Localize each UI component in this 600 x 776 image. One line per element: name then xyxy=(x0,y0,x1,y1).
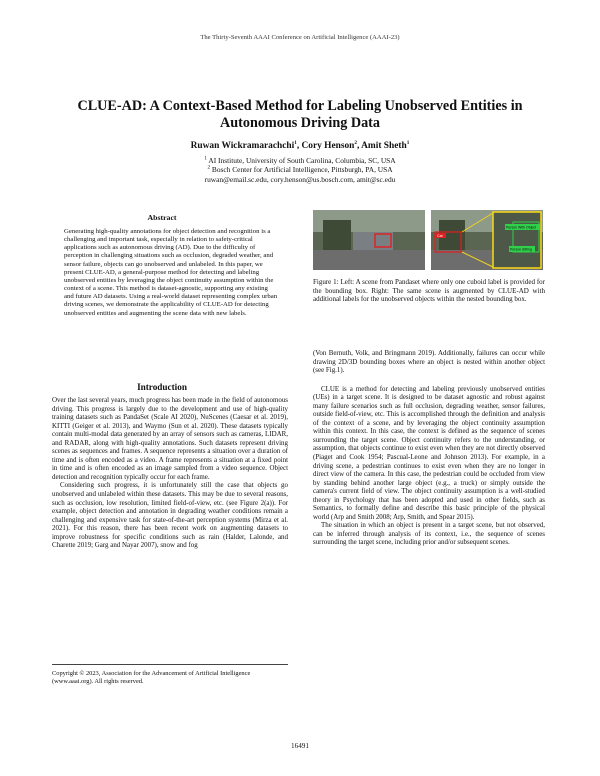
conference-header: The Thirty-Seventh AAAI Conference on Artificial Intelligence (AAAI-23) xyxy=(200,34,400,41)
figure-1-caption: Figure 1: Left: A scene from Pandaset where only one cuboid label is provided for the bounding box. Right: The same scene is augmented by CLUE-AD with additional labels for the unobserved objects within the nested bounding box. xyxy=(313,278,545,304)
introduction-body xyxy=(52,396,288,550)
author-name: Amit Sheth xyxy=(361,141,407,151)
author-sep: , xyxy=(296,141,302,151)
right-column-body xyxy=(313,349,545,547)
author-name: Ruwan Wickramarachchi xyxy=(190,141,295,151)
abstract-body: Generating high-quality annotations for object detection and recognition is a challenging and important task, especially in relation to safety-critical applications such as autonomous driving (AD). Due to the difficulty of perception in challenging situations such as occlusion, degraded weather, and sensor failure, objects can go unobserved and unlabeled. In this paper, we present CLUE-AD, a general-purpose method for detecting and labeling unobserved entities by leveraging the object continuity assumption within the context of a scene. This method is dataset-agnostic, supporting any existing and future AD datasets. Using a real-world dataset representing complex urban driving scenes, we demonstrate the applicability of CLUE-AD for detecting unobserved entities and augmenting the scene data with new labels. xyxy=(64,228,278,317)
affil-mark: 1 xyxy=(204,155,207,162)
affiliation-line xyxy=(40,165,560,174)
author-list xyxy=(40,141,560,151)
author-sep: , xyxy=(356,141,362,151)
intro-paragraph: Considering such progress, it is unfortunately still the case that objects go unobserved and unlabeled within these datasets. This may be due to several reasons, such as occlusion, low resolution, limited field-of-view, etc. (see Figure 2(a)). For example, object detection and annotation in degrading weather conditions remain a challenging and expensive task for state-of-the-art perception systems (Mirza et al. 2021). For this reason, there has been recent work on augmenting datasets to improve robustness for specific conditions such as rain (Halder, Lalonde, and Charette 2019; Garg and Nayar 2007), snow and fog xyxy=(52,481,288,550)
author-affil-mark: 1 xyxy=(406,139,410,146)
author-affil-mark: 2 xyxy=(354,139,357,146)
affiliation-line xyxy=(40,156,560,165)
affiliation-text: Bosch Center for Artificial Intelligence, Pittsburgh, PA, USA xyxy=(211,165,393,175)
car-label-text: Car xyxy=(437,234,443,238)
zoom-inset-box xyxy=(493,212,541,268)
body-paragraph: CLUE is a method for detecting and labeling previously unobserved entities (UEs) in a target scene. It is designed to be dataset agnostic and robust against many failure scenarios such as full occlusion, degrading weather, sensor failures, outside field-of-view, etc. This is accomplished through the definition and analysis of the context of a scene, and by leveraging the object continuity assumption within this context. In this case, the context is defined as the sequence of scenes surrounding the target scene. Object continuity refers to the understanding, or assumption, that objects continue to exist even when they are not directly observed (Piaget and Cook 1954; Pascual-Leone and Johnson 2013). For example, in a driving scene, a pedestrian continues to exist even when they are no longer in direct view of the camera. In this case, the pedestrian could be occluded from view by standing behind another large object (e.g., a truck) or simply outside the camera's current field of view. The object continuity assumption is a well-studied theory in Psychology that has been adopted and used in other fields, such as Semantics, to formally define and describe this basic principle of the physical world (Arp and Smith 2008; Arp, Smith, and Spear 2015). xyxy=(313,384,545,521)
introduction-heading: Introduction xyxy=(137,382,187,392)
affiliations xyxy=(40,156,560,184)
person-with-object-label: Person With Object xyxy=(506,225,537,230)
abstract-heading: Abstract xyxy=(147,213,177,222)
person-sitting-label: Person Sitting xyxy=(510,247,532,252)
affiliation-text: AI Institute, University of South Carolina, Columbia, SC, USA xyxy=(208,156,396,165)
intro-paragraph: Over the last several years, much progress has been made in the field of autonomous driving. This progress is largely due to the development and use of high-quality training datasets such as PandaSet (Scale AI 2020), NuScenes (Caesar et al. 2019), KITTI (Geiger et al. 2013), and Waymo (Sun et al. 2020). These datasets typically contain multi-modal data generated by an array of sensors such as cameras, LIDAR, and RADAR, along with high-quality annotations. Such datasets represent driving scenes as sequences and frames. A sequence represents a situation over a duration of time and is often encoded as a video. A frame represents a situation at a fixed point in time and is often encoded as an image sampled from a video sequence. Object detection and recognition typically occur for each frame. xyxy=(52,396,288,481)
left-scene-road xyxy=(313,250,425,270)
author-name: Cory Henson xyxy=(301,141,355,151)
body-paragraph: (Von Bernuth, Volk, and Bringmann 2019). Additionally, failures can occur while drawing 2D/3D bounding boxes where an object is nested within another object (see Fig.1). xyxy=(313,349,545,375)
paper-title: CLUE-AD: A Context-Based Method for Labeling Unobserved Entities in Autonomous Driving Data xyxy=(77,98,523,131)
footnote-rule xyxy=(52,664,288,665)
copyright-notice: Copyright © 2023, Association for the Advancement of Artificial Intelligence (www.aaai.org). All rights reserved. xyxy=(52,670,251,685)
body-paragraph: The situation in which an object is present in a target scene, but not observed, can be inferred through analysis of its context, i.e., the sequence of scenes surrounding the target scene, including prior and/or subsequent scenes. xyxy=(313,521,545,547)
author-affil-mark: 1 xyxy=(294,139,297,146)
figure-1 xyxy=(313,210,543,270)
affil-mark: 2 xyxy=(207,164,211,171)
author-emails: ruwan@email.sc.edu, cory.henson@us.bosch.com, amit@sc.edu xyxy=(204,174,396,184)
page-number: 16491 xyxy=(291,742,309,750)
figure-1-image xyxy=(313,210,543,270)
left-scene-tree xyxy=(323,220,351,250)
